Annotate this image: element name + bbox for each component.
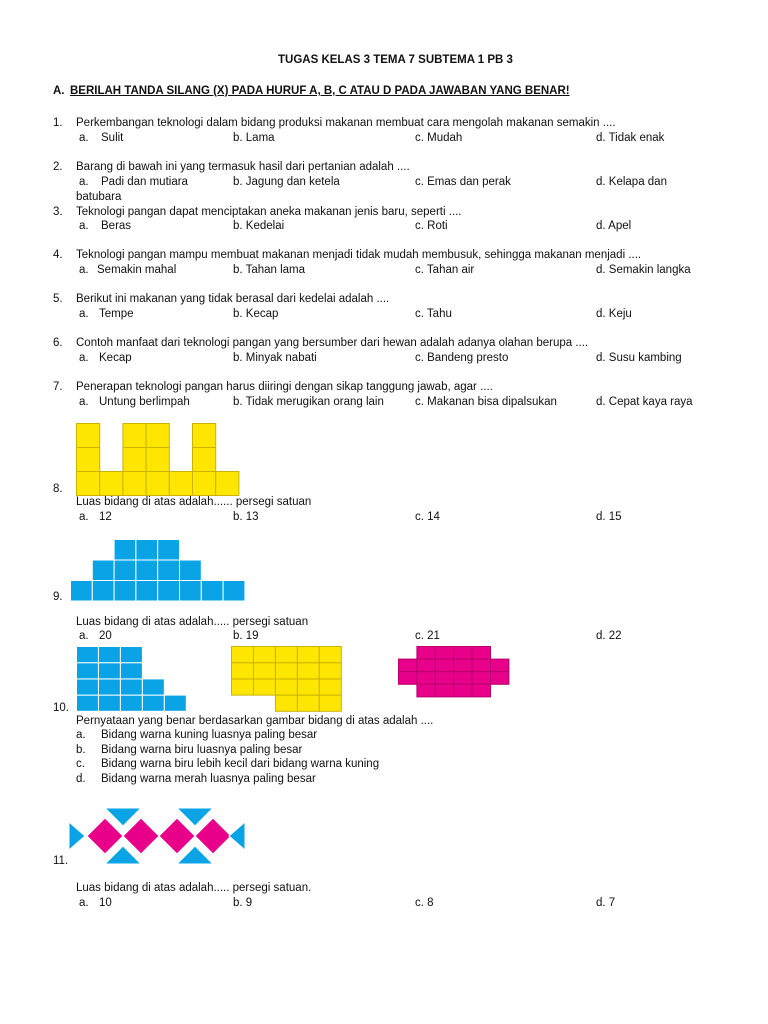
question-text: Teknologi pangan mampu membuat makanan menjadi tidak mudah membusuk, sehingga makanan menjadi .... [76,249,642,261]
blue-unit-square [114,540,136,561]
question-number: 9. [53,591,63,603]
q11-triangle-rhombus-figure [69,808,235,866]
option-d[interactable]: d. 15 [596,511,622,523]
yellow-unit-square [253,647,275,663]
magenta-unit-square [435,672,453,685]
option-c[interactable]: c. Roti [415,220,448,232]
yellow-unit-square [146,448,169,472]
blue-triangle [229,822,245,850]
blue-unit-square [120,663,142,679]
option-a[interactable]: Kecap [99,352,132,364]
option-c[interactable]: c. Makanan bisa dipalsukan [415,396,557,408]
option-b[interactable]: b. 9 [233,897,253,909]
magenta-rhombus [87,818,123,854]
yellow-unit-square [232,679,254,695]
blue-unit-square [77,647,99,663]
question-number: 8. [53,483,63,495]
option-b[interactable]: b. Tidak merugikan orang lain [233,396,384,408]
option-b[interactable]: b. 19 [233,630,259,642]
yellow-unit-square [319,647,341,663]
yellow-unit-square [100,472,123,496]
question-number: 5. [53,293,63,305]
yellow-unit-square [146,472,169,496]
blue-unit-square [223,581,245,602]
option-marker: a. [79,511,89,523]
question-text: Berikut ini makanan yang tidak berasal dari kedelai adalah .... [76,293,390,305]
magenta-unit-square [472,659,490,672]
yellow-unit-square [216,472,239,496]
question-number: 11. [53,855,69,867]
yellow-unit-square [193,424,216,448]
option-b[interactable]: b. Lama [233,132,275,144]
question-text: Contoh manfaat dari teknologi pangan yang bersumber dari hewan adalah adanya olahan berupa .... [76,337,589,349]
magenta-unit-square [454,659,472,672]
option-b[interactable]: b. Kecap [233,308,279,320]
option-d[interactable]: d. Cepat kaya raya [596,396,693,408]
question-text: Luas bidang di atas adalah..... persegi satuan. [76,882,312,894]
question-number: 3. [53,206,63,218]
question-text: Pernyataan yang benar berdasarkan gambar bidang di atas adalah .... [76,715,434,727]
yellow-unit-square [123,472,146,496]
magenta-unit-square [417,672,435,685]
blue-unit-square [120,647,142,663]
yellow-unit-square [193,472,216,496]
blue-unit-square [114,560,136,581]
option-a[interactable]: Sulit [101,132,124,144]
blue-unit-square [98,663,120,679]
option-a[interactable]: Padi dan mutiara [101,176,188,188]
option-marker: a. [79,264,89,276]
option-marker: a. [79,897,89,909]
option-c[interactable]: Bidang warna biru lebih kecil dari bidang warna kuning [101,758,380,770]
magenta-unit-square [454,647,472,660]
question-text: Teknologi pangan dapat menciptakan aneka makanan jenis baru, seperti .... [76,206,462,218]
option-a[interactable]: 12 [99,511,112,523]
section-instruction: BERILAH TANDA SILANG (X) PADA HURUF A, B, C ATAU D PADA JAWABAN YANG BENAR! [70,85,570,97]
blue-unit-square [77,679,99,695]
blue-unit-square [158,560,180,581]
yellow-unit-square [275,679,297,695]
blue-unit-square [98,695,120,711]
option-a[interactable]: 20 [99,630,112,642]
q8-yellow-grid-figure [76,423,238,495]
q10-blue-grid-figure [76,646,188,712]
magenta-rhombus [123,818,159,854]
blue-unit-square [120,695,142,711]
yellow-unit-square [319,663,341,679]
magenta-unit-square [472,647,490,660]
option-c[interactable]: c. Tahan air [415,264,475,276]
option-c[interactable]: c. Tahu [415,308,452,320]
option-c[interactable]: c. 21 [415,630,440,642]
magenta-unit-square [435,659,453,672]
question-number: 1. [53,117,63,129]
q10-magenta-grid-figure [398,646,510,698]
magenta-unit-square [491,659,509,672]
option-d[interactable]: d. Kelapa dan [596,176,667,188]
option-d[interactable]: d. Apel [596,220,632,232]
blue-unit-square [180,560,202,581]
option-marker: a. [79,132,89,144]
magenta-unit-square [417,647,435,660]
yellow-unit-square [169,472,192,496]
blue-unit-square [164,695,186,711]
yellow-unit-square [193,448,216,472]
blue-unit-square [77,695,99,711]
yellow-unit-square [232,663,254,679]
magenta-unit-square [472,684,490,697]
option-marker: c. [76,758,85,770]
magenta-unit-square [454,684,472,697]
magenta-unit-square [491,672,509,685]
magenta-rhombus [195,818,231,854]
option-c[interactable]: c. Emas dan perak [415,176,511,188]
option-d[interactable]: d. Tidak enak [596,132,665,144]
option-continuation: batubara [76,191,122,203]
option-marker: a. [79,630,89,642]
magenta-unit-square [399,672,417,685]
yellow-unit-square [275,647,297,663]
yellow-unit-square [297,679,319,695]
yellow-unit-square [77,448,100,472]
question-text: Perkembangan teknologi dalam bidang produksi makanan membuat cara mengolah makanan semakin .... [76,117,616,129]
yellow-unit-square [232,647,254,663]
magenta-unit-square [417,684,435,697]
option-b[interactable]: b. Kedelai [233,220,285,232]
option-d[interactable]: d. 7 [596,897,616,909]
q10-yellow-grid-figure [231,646,343,712]
option-marker: a. [79,308,89,320]
blue-unit-square [71,581,93,602]
blue-unit-square [201,581,223,602]
option-marker: a. [79,176,89,188]
option-marker: a. [79,396,89,408]
yellow-unit-square [146,424,169,448]
question-number: 7. [53,381,63,393]
option-d[interactable]: d. Semakin langka [596,264,691,276]
option-c[interactable]: c. 14 [415,511,440,523]
blue-unit-square [98,647,120,663]
option-c[interactable]: c. Mudah [415,132,463,144]
blue-unit-square [120,679,142,695]
question-number: 10. [53,702,69,714]
blue-unit-square [114,581,136,602]
yellow-unit-square [297,663,319,679]
option-d[interactable]: Bidang warna merah luasnya paling besar [101,773,316,785]
blue-unit-square [136,581,158,602]
magenta-rhombus [159,818,195,854]
question-text: Luas bidang di atas adalah...... persegi satuan [76,496,312,508]
option-marker: b. [76,744,86,756]
magenta-unit-square [399,659,417,672]
question-number: 6. [53,337,63,349]
option-c[interactable]: c. 8 [415,897,434,909]
magenta-unit-square [435,684,453,697]
option-a[interactable]: Tempe [99,308,134,320]
yellow-unit-square [275,695,297,711]
yellow-unit-square [123,424,146,448]
option-a[interactable]: 10 [99,897,112,909]
option-b[interactable]: b. 13 [233,511,259,523]
blue-unit-square [142,695,164,711]
blue-unit-square [98,679,120,695]
question-text: Luas bidang di atas adalah..... persegi satuan [76,616,309,628]
option-b[interactable]: b. Minyak nabati [233,352,317,364]
blue-unit-square [158,540,180,561]
magenta-unit-square [435,647,453,660]
yellow-unit-square [319,695,341,711]
yellow-unit-square [275,663,297,679]
option-d[interactable]: d. 22 [596,630,622,642]
magenta-unit-square [472,672,490,685]
option-b[interactable]: b. Tahan lama [233,264,306,276]
section-letter: A. [53,85,65,97]
q9-blue-grid-figure [70,539,246,602]
option-d[interactable]: d. Susu kambing [596,352,682,364]
magenta-unit-square [417,659,435,672]
yellow-unit-square [77,472,100,496]
yellow-unit-square [297,647,319,663]
magenta-unit-square [454,672,472,685]
blue-unit-square [92,560,114,581]
yellow-unit-square [297,695,319,711]
blue-triangle [69,822,85,850]
option-marker: d. [76,773,86,785]
yellow-unit-square [319,679,341,695]
blue-unit-square [142,679,164,695]
blue-unit-square [92,581,114,602]
option-b[interactable]: Bidang warna biru luasnya paling besar [101,744,303,756]
blue-unit-square [77,663,99,679]
blue-unit-square [158,581,180,602]
yellow-unit-square [123,448,146,472]
blue-unit-square [136,540,158,561]
option-a[interactable]: Beras [101,220,132,232]
option-marker: a. [79,220,89,232]
yellow-unit-square [253,679,275,695]
question-number: 2. [53,161,63,173]
option-b[interactable]: b. Jagung dan ketela [233,176,340,188]
option-marker: a. [76,729,86,741]
blue-unit-square [136,560,158,581]
option-a[interactable]: Bidang warna kuning luasnya paling besar [101,729,318,741]
option-d[interactable]: d. Keju [596,308,632,320]
question-text: Penerapan teknologi pangan harus diiringi dengan sikap tanggung jawab, agar .... [76,381,493,393]
blue-unit-square [180,581,202,602]
option-a[interactable]: Semakin mahal [97,264,177,276]
yellow-unit-square [253,663,275,679]
yellow-unit-square [77,424,100,448]
question-number: 4. [53,249,63,261]
option-marker: a. [79,352,89,364]
option-c[interactable]: c. Bandeng presto [415,352,509,364]
option-a[interactable]: Untung berlimpah [99,396,190,408]
question-text: Barang di bawah ini yang termasuk hasil dari pertanian adalah .... [76,161,410,173]
worksheet-title: TUGAS KELAS 3 TEMA 7 SUBTEMA 1 PB 3 [278,54,513,66]
